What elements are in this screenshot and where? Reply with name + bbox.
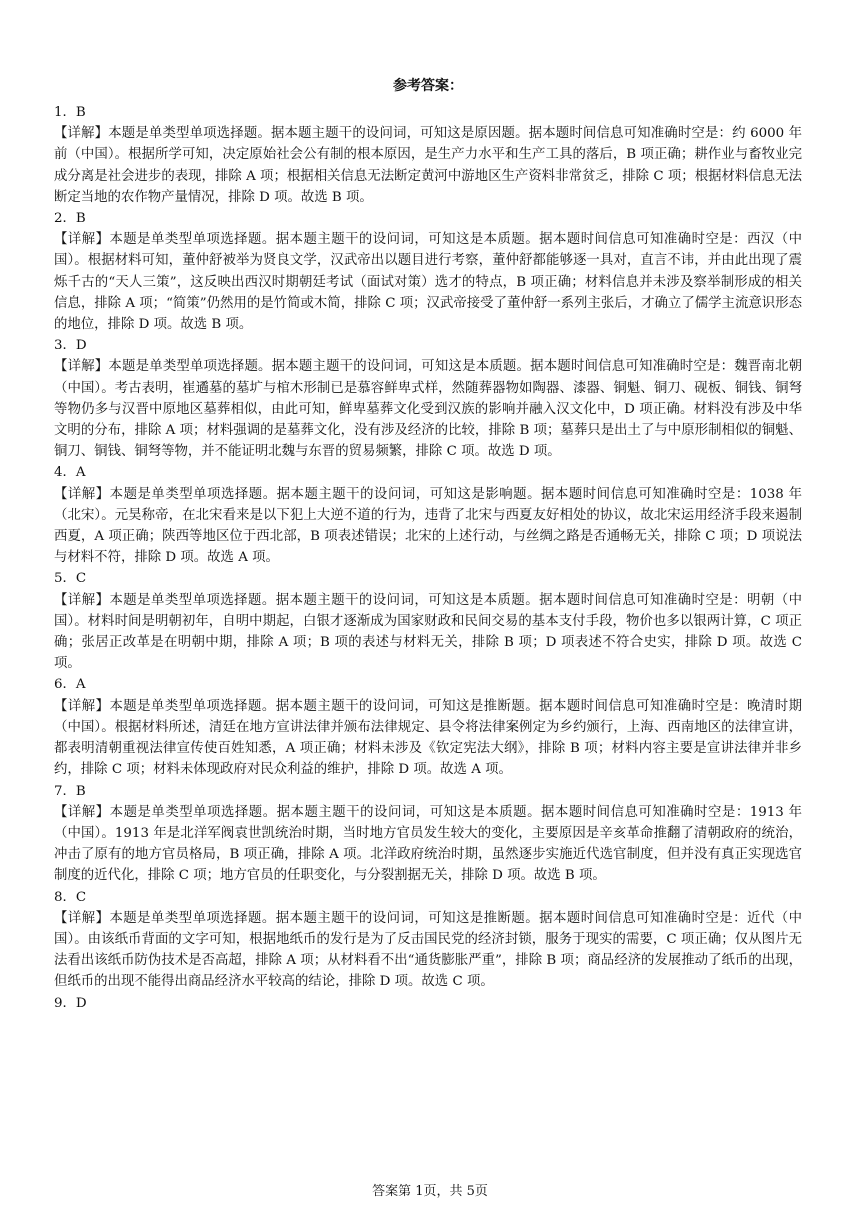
question-number: 7．B — [54, 783, 86, 799]
answer-detail: 【详解】本题是单类型单项选择题。据本题主题干的设问词，可知这是本质题。据本题时间信息可知准确时空是：明朝（中国）。材料时间是明朝初年，自明中期起，白银才逐渐成为国家财政和民间交易的基本支付手段，物价也多以银两计算，C 项正确；张居正改革是在明朝中期，排除 A 项；B 项的表述与材料无关，排除 B 项；D 项表述不符合史实，排除 D 项。故选 C 项。 — [54, 592, 802, 672]
answer-detail: 【详解】本题是单类型单项选择题。据本题主题干的设问词，可知这是本质题。据本题时间信息可知准确时空是：魏晋南北朝（中国）。考古表明，崔遹墓的墓圹与棺木形制已是慕容鲜卑式样，然随葬器物如陶器、漆器、铜魁、铜刀、砚板、铜钱、铜弩等物仍多与汉晋中原地区墓葬相似，由此可知，鲜卑墓葬文化受到汉族的影响并融入汉文化中，D 项正确。材料没有涉及中华文明的分布，排除 A 项；材料强调的是墓葬文化，没有涉及经济的比较，排除 B 项；墓葬只是出土了与中原形制相似的铜魁、铜刀、铜钱、铜弩等物，并不能证明北魏与东晋的贸易频繁，排除 C 项。故选 D 项。 — [54, 359, 802, 460]
answer-detail: 【详解】本题是单类型单项选择题。据本题主题干的设问词，可知这是本质题。据本题时间信息可知准确时空是：1913 年（中国）。1913 年是北洋军阀袁世凯统治时期，当时地方官员发生较大的变化，主要原因是辛亥革命推翻了清朝政府的统治，冲击了原有的地方官员格局，B 项正确，排除 A 项。北洋政府统治时期，虽然逐步实施近代选官制度，但并没有真正实现选官制度的近代化，排除 C 项；地方官员的任职变化，与分裂割据无关，排除 D 项。故选 B 项。 — [54, 804, 802, 884]
page-title: 参考答案： — [393, 78, 463, 94]
question-number: 9．D — [54, 995, 87, 1011]
question-number: 4．A — [54, 465, 86, 481]
question-number: 6．A — [54, 677, 86, 693]
answer-detail: 【详解】本题是单类型单项选择题。据本题主题干的设问词，可知这是推断题。据本题时间信息可知准确时空是：晚清时期（中国）。根据材料所述，清廷在地方宣讲法律并颁布法律规定、县令将法律案例定为乡约颁行，上海、西南地区的法律宣讲，都表明清朝重视法律宣传使百姓知悉，A 项正确；材料未涉及《钦定宪法大纲》，排除 B 项；材料内容主要是宣讲法律并非乡约，排除 C 项；材料未体现政府对民众利益的维护，排除 D 项。故选 A 项。 — [54, 698, 802, 778]
question-number: 8．C — [54, 889, 87, 905]
question-number: 2．B — [54, 211, 86, 227]
question-number: 1．B — [54, 105, 86, 120]
answer-list — [54, 102, 802, 1014]
answer-detail: 【详解】本题是单类型单项选择题。据本题主题干的设问词，可知这是推断题。据本题时间信息可知准确时空是：近代（中国）。由该纸币背面的文字可知，根据地纸币的发行是为了反击国民党的经济封锁，服务于现实的需要，C 项正确；仅从图片无法看出该纸币防伪技术是否高超，排除 A 项；从材料看不出“通货膨胀严重”，排除 B 项；商品经济的发展推动了纸币的出现，但纸币的出现不能得出商品经济水平较高的结论，排除 D 项。故选 C 项。 — [54, 910, 802, 990]
answer-detail: 【详解】本题是单类型单项选择题。据本题主题干的设问词，可知这是原因题。据本题时间信息可知准确时空是：约 6000 年前（中国）。根据所学可知，决定原始社会公有制的根本原因，是生产力水平和生产工具的落后，B 项正确；耕作业与畜牧业完成分离是社会进步的表现，排除 A 项；根据相关信息无法断定黄河中游地区生产资料非常贫乏，排除 C 项；根据材料信息无法断定当地的农作物产量情况，排除 D 项。故选 B 项。 — [54, 126, 802, 205]
page-footer: 答案第 1页，共 5页 — [372, 1184, 488, 1199]
answer-detail: 【详解】本题是单类型单项选择题。据本题主题干的设问词，可知这是影响题。据本题时间信息可知准确时空是：1038 年（北宋）。元昊称帝，在北宋看来是以下犯上大逆不道的行为，违背了北宋与西夏友好相处的协议，故北宋运用经济手段来遏制西夏，A 项正确；陕西等地区位于西北部，B 项表述错误；北宋的上述行动，与丝绸之路是否通畅无关，排除 C 项；D 项说法与材料不符，排除 D 项。故选 A 项。 — [54, 486, 802, 566]
question-number: 3．D — [54, 338, 87, 354]
question-number: 5．C — [54, 571, 87, 587]
answer-detail: 【详解】本题是单类型单项选择题。据本题主题干的设问词，可知这是本质题。据本题时间信息可知准确时空是：西汉（中国）。根据材料可知，董仲舒被举为贤良文学，汉武帝出以题目进行考察，董仲舒都能够逐一具对，直言不讳，并由此出现了震烁千古的“天人三策”，这反映出西汉时期朝廷考试（面试对策）选才的特点，B 项正确；材料信息并未涉及察举制形成的相关信息，排除 A 项；“简策”仍然用的是竹简或木简，排除 C 项；汉武帝接受了董仲舒一系列主张后，才确立了儒学主流意识形态的地位，排除 D 项。故选 B 项。 — [54, 232, 802, 333]
